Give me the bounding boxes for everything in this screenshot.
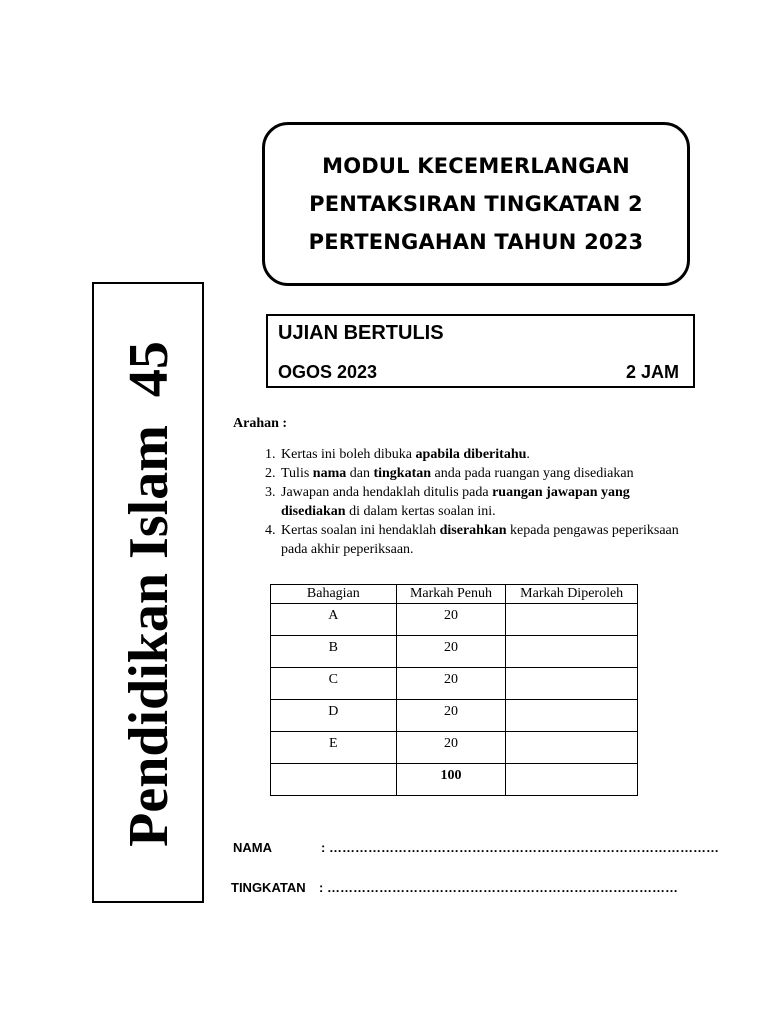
obtained-marks-cell[interactable] [506,636,638,668]
table-row [271,668,638,700]
title-line-2: PENTAKSIRAN TINGKATAN 2 [309,192,643,216]
section-cell: C [271,668,397,700]
instruction-text: dan [346,466,374,481]
obtained-marks-cell[interactable] [506,668,638,700]
exam-month: OGOS 2023 [278,362,378,382]
instruction-item [279,521,683,559]
full-marks-cell: 20 [396,604,506,636]
name-label: NAMA [233,840,272,855]
name-field[interactable] [233,840,719,855]
instruction-text: Tulis [281,466,313,481]
obtained-marks-cell[interactable] [506,604,638,636]
instruction-emphasis: nama [312,466,347,481]
section-cell: D [271,700,397,732]
title-box [262,122,690,286]
table-row [271,604,638,636]
instruction-text: di dalam kertas soalan ini. [345,504,496,519]
total-marks-cell: 100 [396,764,506,796]
header-cell: Bahagian [271,585,397,604]
obtained-marks-cell[interactable] [506,732,638,764]
instruction-text: Jawapan anda hendaklah ditulis pada [281,485,493,500]
title-line-1: MODUL KECEMERLANGAN [322,154,630,178]
full-marks-cell: 20 [396,732,506,764]
obtained-marks-cell[interactable] [506,700,638,732]
exam-info-box [266,314,695,388]
instruction-text: . [526,447,530,462]
header-cell: Markah Diperoleh [506,585,638,604]
instruction-text: kepada pengawas peperiksaan pada akhir peperiksaan. [281,523,679,557]
table-row [271,700,638,732]
exam-duration: 2 JAM [625,362,679,382]
form-label: TINGKATAN [231,880,306,895]
full-marks-cell: 20 [396,668,506,700]
instructions-heading: Arahan : [233,416,288,431]
subject-side-box [92,282,204,903]
table-row [271,732,638,764]
section-cell: A [271,604,397,636]
section-cell: B [271,636,397,668]
form-blank[interactable]: : ……………………………………………………………………… [319,880,678,895]
instruction-item [279,483,683,521]
form-field[interactable] [231,880,678,895]
section-cell [271,764,397,796]
instruction-emphasis: tingkatan [373,466,432,481]
obtained-total-cell[interactable] [506,764,638,796]
full-marks-cell: 20 [396,700,506,732]
name-blank[interactable]: : ……………………………………………………………………………… [321,840,719,855]
subject-label: Pendidikan Islam 45 [118,341,180,847]
section-cell: E [271,732,397,764]
instruction-text: Kertas soalan ini hendaklah [281,523,440,538]
full-marks-cell: 20 [396,636,506,668]
table-header-row [271,585,638,604]
table-row [271,636,638,668]
marks-table [270,584,638,796]
exam-type: UJIAN BERTULIS [278,322,444,344]
instruction-text: anda pada ruangan yang disediakan [431,466,634,481]
instruction-text: Kertas ini boleh dibuka [281,447,416,462]
header-cell: Markah Penuh [396,585,506,604]
instructions-list [233,445,683,559]
instruction-emphasis: apabila diberitahu [415,447,527,462]
instruction-emphasis: diserahkan [439,523,507,538]
instruction-emphasis: ruangan jawapan yang disediakan [281,485,630,519]
table-total-row [271,764,638,796]
title-line-3: PERTENGAHAN TAHUN 2023 [308,230,644,254]
instruction-item [279,445,683,464]
instruction-item [279,464,683,483]
